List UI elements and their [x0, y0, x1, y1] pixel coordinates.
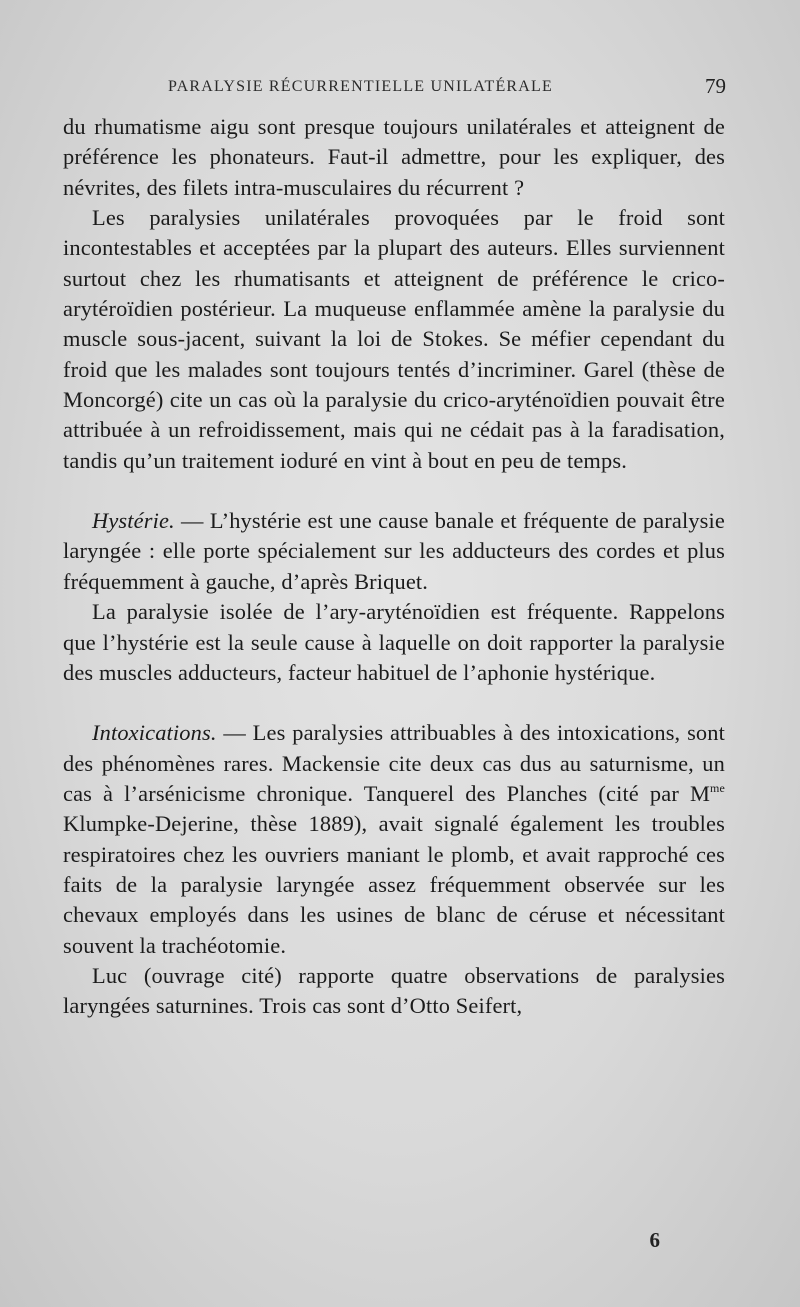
paragraph-rhumatisme: [63, 112, 725, 203]
superscript-me: me: [710, 780, 725, 795]
section-gap: [63, 688, 725, 718]
paragraph-text: — Les paralysies attribuables à des intoxications, sont des phénomènes rares. Mackensie cite deux cas dus au saturnisme, un cas à l’arsénicisme chronique. Tanquerel des Planches (cité par M: [63, 720, 725, 806]
body-text: [63, 112, 725, 1022]
paragraph-text: Luc (ouvrage cité) rapporte quatre observations de paralysies laryngées saturnines. Trois cas sont d’Otto Seifert,: [63, 962, 725, 1019]
section-gap: [63, 476, 725, 506]
section-heading-intoxications: Intoxications.: [92, 720, 217, 746]
paragraph-intoxications: [63, 718, 725, 961]
paragraph-hysterie: [63, 506, 725, 597]
page-header: [62, 74, 726, 104]
paragraph-text: La paralysie isolée de l’ary-aryténoïdien est fréquente. Rappelons que l’hystérie est la seule cause à laquelle on doit rapporter la paralysie des muscles adducteurs, facteur habituel de l’aphonie hystérique.: [63, 599, 725, 685]
paragraph-text: — L’hystérie est une cause banale et fréquente de paralysie laryngée : elle porte spécialement sur les adducteurs des cordes et plus fréquemment à gauche, d’après Briquet.: [63, 508, 725, 594]
paragraph-text: Klumpke-Dejerine, thèse 1889), avait signalé également les troubles respiratoires chez les ouvriers maniant le plomb, et avait rapproché ces faits de la paralysie laryngée assez fréquemment observée sur les chevaux employés dans les usines de blanc de céruse et nécessitant souvent la trachéotomie.: [63, 811, 725, 958]
running-title: PARALYSIE RÉCURRENTIELLE UNILATÉRALE: [168, 78, 553, 95]
paragraph-luc: [63, 961, 725, 1022]
page-number: 79: [705, 74, 726, 98]
paragraph-text: Les paralysies unilatérales provoquées par le froid sont incontestables et acceptées par la plupart des auteurs. Elles surviennent surtout chez les rhumatisants et atteignent de préférence le crico-arytéroïdien postérieur. La muqueuse enflammée amène la paralysie du muscle sous-jacent, suivant la loi de Stokes. Se méfier cependant du froid que les malades sont toujours tentés d’incriminer. Garel (thèse de Moncorgé) cite un cas où la paralysie du crico-aryténoïdien pouvait être attribuée à un refroidissement, mais qui ne cédait pas à la faradisation, tandis qu’un traitement ioduré en vint à bout en peu de temps.: [63, 205, 725, 473]
signature-mark: 6: [649, 1228, 660, 1252]
paragraph-ary-arytenoidien: [63, 597, 725, 688]
section-heading-hysterie: Hystérie.: [92, 508, 175, 534]
paragraph-froid: [63, 203, 725, 476]
paragraph-text: du rhumatisme aigu sont presque toujours unilatérales et atteignent de préférence les phonateurs. Faut-il admettre, pour les expliquer, des névrites, des filets intra-musculaires du récurrent ?: [63, 114, 725, 200]
